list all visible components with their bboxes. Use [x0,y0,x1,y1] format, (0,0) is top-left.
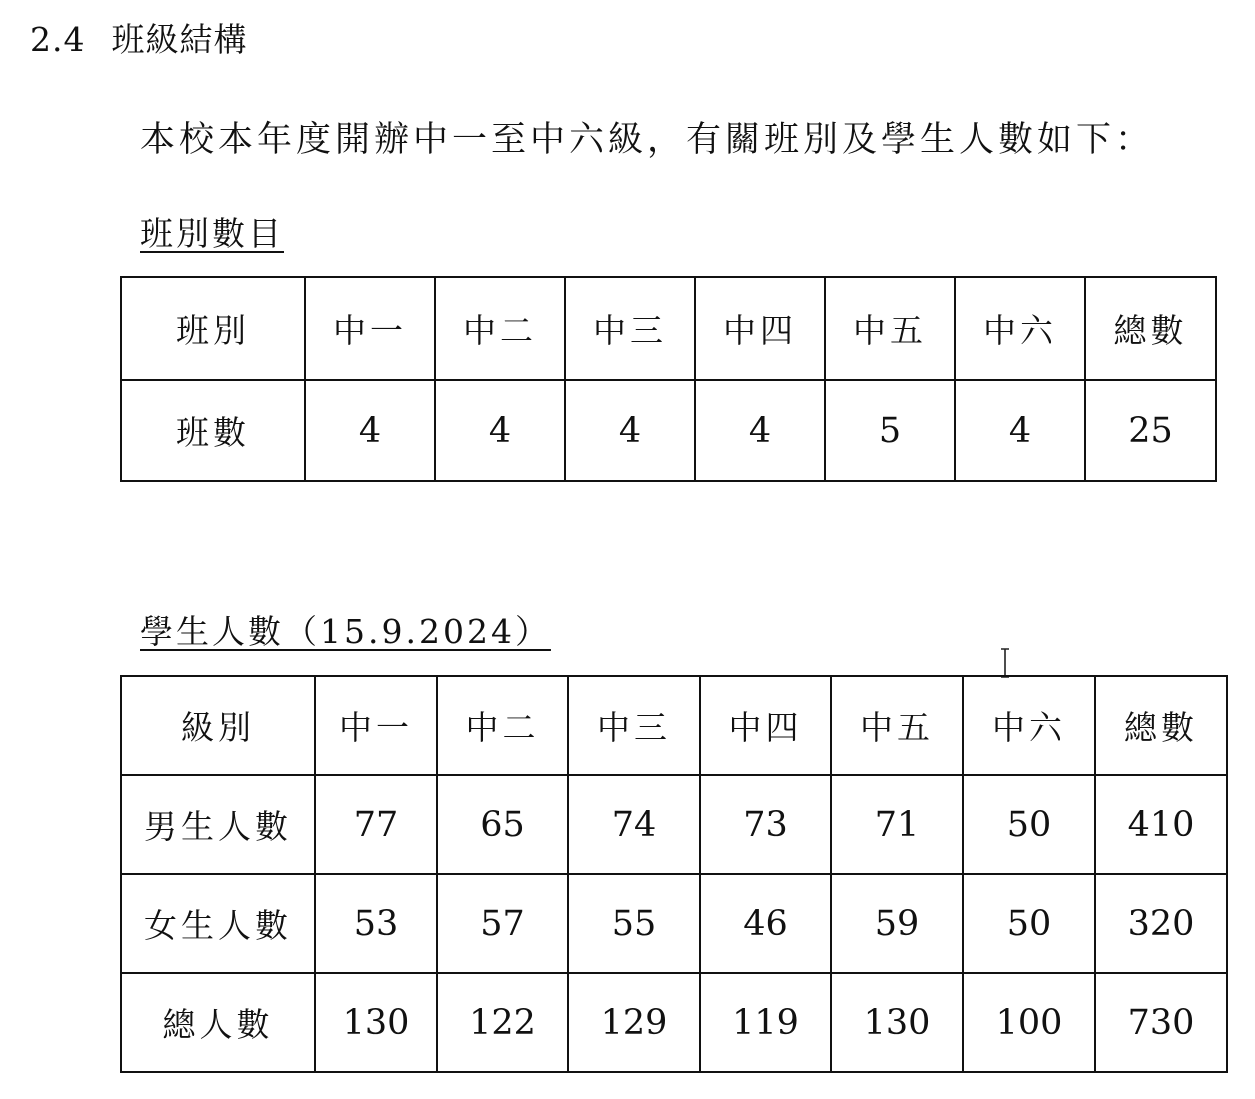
grade-header-cell: 中三 [565,277,695,380]
table-row [121,973,1227,1072]
row-label-cell: 班數 [121,380,305,481]
text-cursor-icon [999,648,1011,678]
grade-header-cell: 中五 [831,676,963,775]
value-cell: 77 [315,775,437,874]
value-cell: 73 [700,775,831,874]
total-cell: 410 [1095,775,1227,874]
grade-header-cell: 中六 [955,277,1085,380]
value-cell: 4 [565,380,695,481]
table-row [121,775,1227,874]
grade-header-cell: 中一 [305,277,435,380]
grade-header-cell: 中六 [963,676,1095,775]
grade-header-cell: 中二 [437,676,568,775]
total-cell: 320 [1095,874,1227,973]
value-cell: 5 [825,380,955,481]
table-header-row [121,676,1227,775]
grade-header-cell: 中一 [315,676,437,775]
grade-header-cell: 中三 [568,676,700,775]
value-cell: 119 [700,973,831,1072]
value-cell: 50 [963,775,1095,874]
total-cell: 730 [1095,973,1227,1072]
value-cell: 122 [437,973,568,1072]
grade-header-cell: 中四 [695,277,825,380]
row-label-cell: 男生人數 [121,775,315,874]
value-cell: 57 [437,874,568,973]
value-cell: 59 [831,874,963,973]
value-cell: 129 [568,973,700,1072]
value-cell: 4 [955,380,1085,481]
student-count-table [120,675,1228,1073]
value-cell: 74 [568,775,700,874]
class-count-table [120,276,1217,482]
total-cell: 25 [1085,380,1216,481]
row-label-cell: 總人數 [121,973,315,1072]
section-number: 2.4 [30,20,86,59]
row-label-cell: 女生人數 [121,874,315,973]
value-cell: 65 [437,775,568,874]
total-header-cell: 總數 [1085,277,1216,380]
student-count-heading: 學生人數（15.9.2024） [140,612,551,651]
total-header-cell: 總數 [1095,676,1227,775]
header-cell: 班別 [121,277,305,380]
value-cell: 130 [315,973,437,1072]
class-count-heading: 班別數目 [140,214,284,253]
section-title: 班級結構 [111,20,248,59]
value-cell: 55 [568,874,700,973]
section-heading [30,14,247,61]
grade-header-cell: 中五 [825,277,955,380]
value-cell: 4 [435,380,565,481]
value-cell: 4 [305,380,435,481]
grade-header-cell: 中四 [700,676,831,775]
value-cell: 46 [700,874,831,973]
intro-paragraph: 本校本年度開辦中一至中六級，有關班別及學生人數如下： [140,120,1155,160]
value-cell: 4 [695,380,825,481]
value-cell: 100 [963,973,1095,1072]
value-cell: 130 [831,973,963,1072]
value-cell: 53 [315,874,437,973]
grade-header-cell: 中二 [435,277,565,380]
table-row [121,380,1216,481]
header-cell: 級別 [121,676,315,775]
table-header-row [121,277,1216,380]
value-cell: 71 [831,775,963,874]
table-row [121,874,1227,973]
value-cell: 50 [963,874,1095,973]
